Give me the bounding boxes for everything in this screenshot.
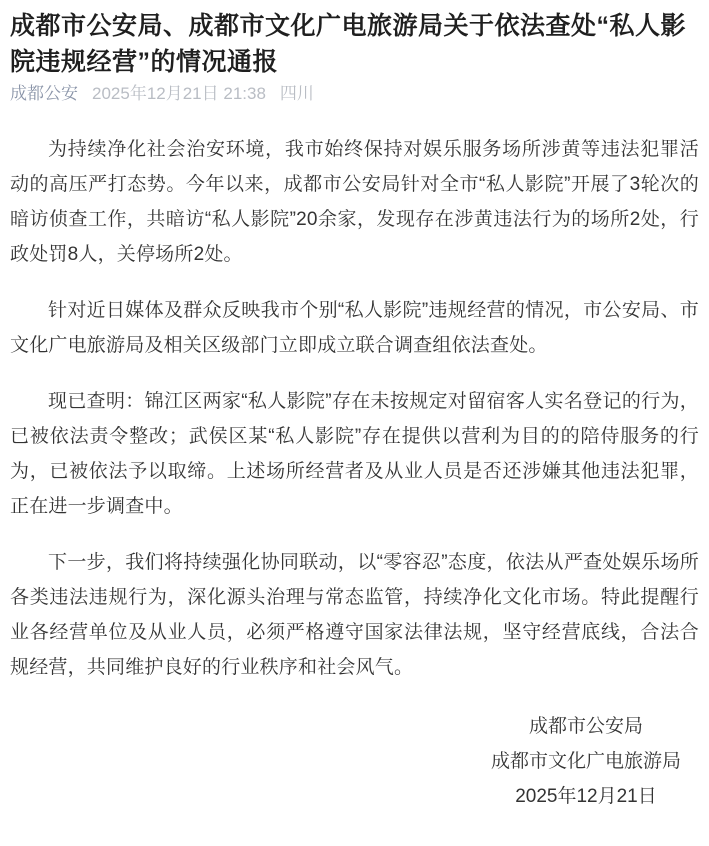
publish-location: 四川 bbox=[279, 84, 314, 103]
paragraph-2: 针对近日媒体及群众反映我市个别“私人影院”违规经营的情况，市公安局、市文化广电旅游局及相关区级部门立即成立联合调查组依法查处。 bbox=[10, 300, 699, 356]
signature-block bbox=[491, 709, 681, 814]
paragraph-3: 现已查明：锦江区两家“私人影院”存在未按规定对留宿客人实名登记的行为，已被依法责令整改；武侯区某“私人影院”存在提供以营利为目的的陪侍服务的行为，已被依法予以取缔。上述场所经营者及从业人员是否还涉嫌其他违法犯罪，正在进一步调查中。 bbox=[10, 391, 699, 517]
signature-agency-1: 成都市公安局 bbox=[528, 716, 643, 737]
publish-datetime: 2025年12月21日 21:38 bbox=[92, 84, 266, 103]
article-body bbox=[10, 132, 699, 685]
article-title: 成都市公安局、成都市文化广电旅游局关于依法查处“私人影院违规经营”的情况通报 bbox=[10, 12, 687, 76]
publisher-source-link[interactable]: 成都公安 bbox=[10, 84, 78, 103]
paragraph-4: 下一步，我们将持续强化协同联动，以“零容忍”态度，依法从严查处娱乐场所各类违法违规行为，深化源头治理与常态监管，持续净化文化市场。特此提醒行业各经营单位及从业人员，必须严格遵守国家法律法规，坚守经营底线，合法合规经营，共同维护良好的行业秩序和社会风气。 bbox=[10, 552, 699, 678]
signature-date: 2025年12月21日 bbox=[515, 786, 657, 807]
signature-agency-2: 成都市文化广电旅游局 bbox=[490, 751, 681, 772]
paragraph-1: 为持续净化社会治安环境，我市始终保持对娱乐服务场所涉黄等违法犯罪活动的高压严打态势。今年以来，成都市公安局针对全市“私人影院”开展了3轮次的暗访侦查工作，共暗访“私人影院”20余家，发现存在涉黄违法行为的场所2处，行政处罚8人，关停场所2处。 bbox=[10, 139, 699, 265]
byline bbox=[10, 82, 699, 106]
